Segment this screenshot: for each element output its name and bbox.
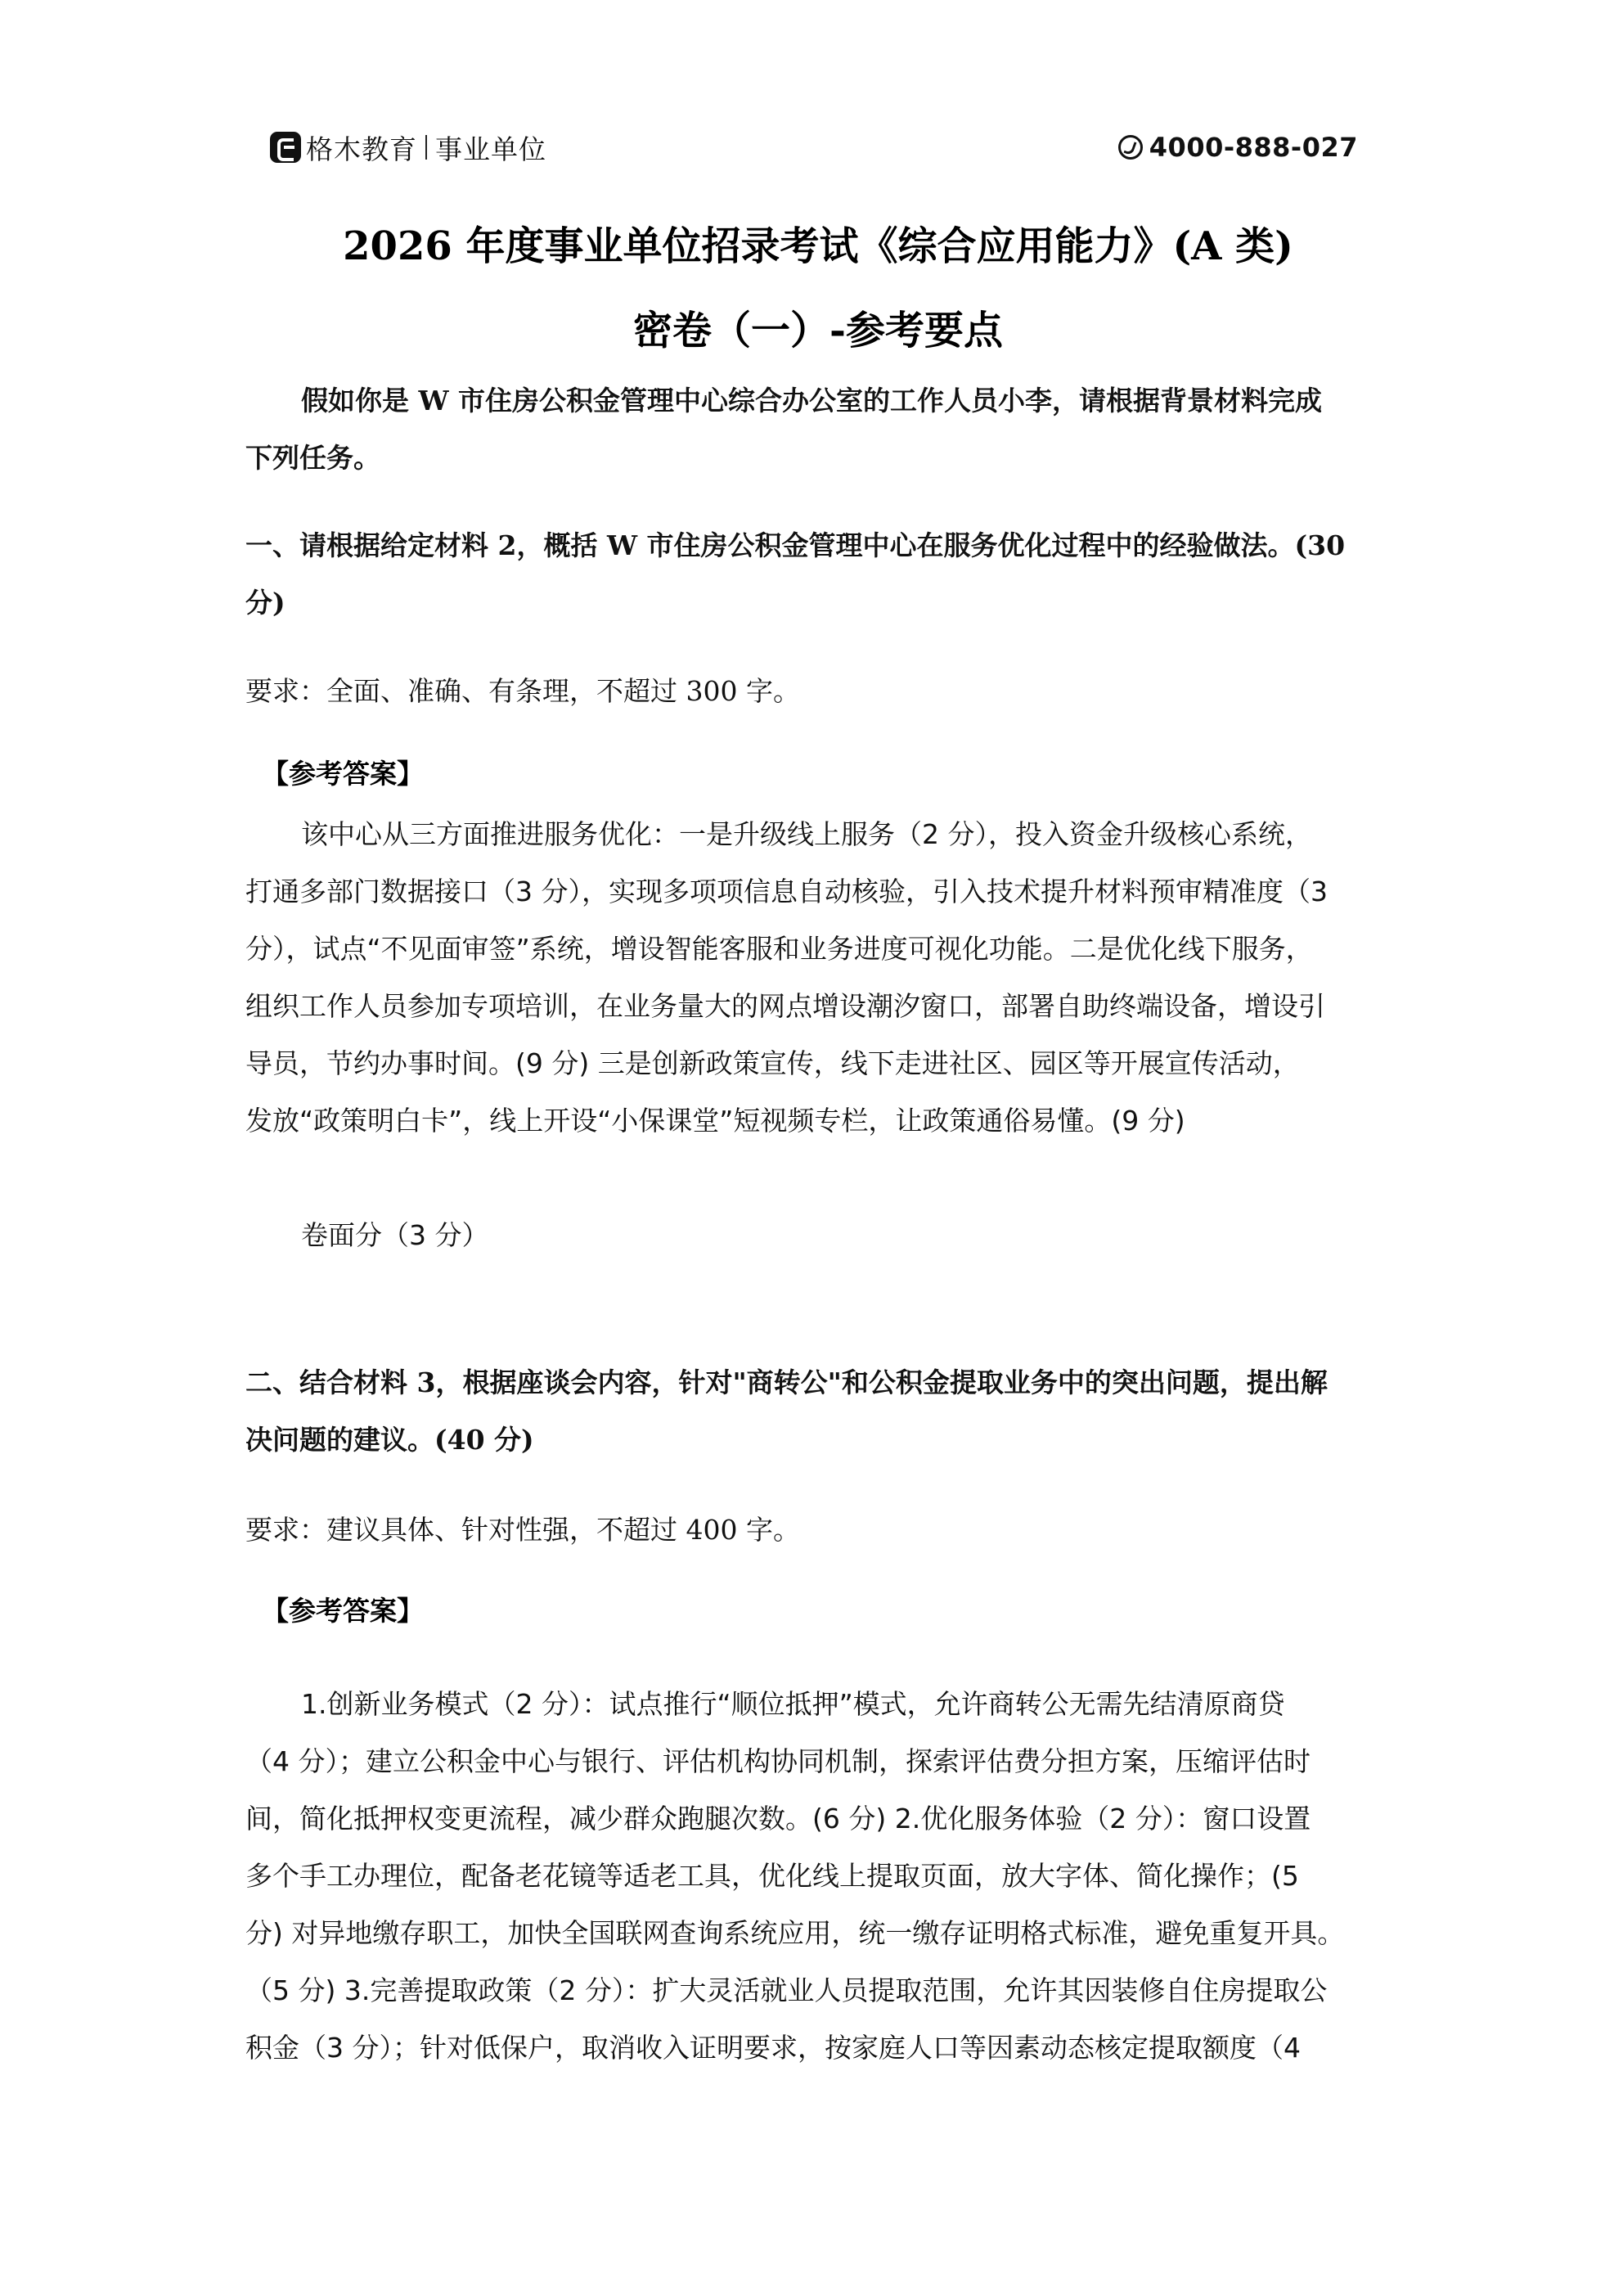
question-1-requirement (245, 663, 1391, 720)
hotline (1118, 129, 1358, 165)
answer-line: （5 分) 3.完善提取政策（2 分）：扩大灵活就业人员提取范围，允许其因装修自住房提取公 (245, 1974, 1328, 2006)
question-line: 一、请根据给定材料 2，概括 W 市住房公积金管理中心在服务优化过程中的经验做法。(30 (245, 529, 1346, 561)
answer-line: 发放“政策明白卡”，线上开设“小保课堂”短视频专栏，让政策通俗易懂。(9 分) (245, 1105, 1185, 1137)
answer-line: 导员，节约办事时间。(9 分) 三是创新政策宣传，线下走进社区、园区等开展宣传活动， (245, 1047, 1300, 1079)
brand-separator (425, 135, 427, 160)
question-2-requirement (245, 1501, 1391, 1559)
brand-name: 格木教育 (306, 133, 417, 165)
answer-line: 积金（3 分）；针对低保户，取消收入证明要求，按家庭人口等因素动态核定提取额度（4 (245, 2032, 1301, 2064)
answer-label: 【参考答案】 (262, 1595, 424, 1627)
document-subtitle: 密卷（一）-参考要点 (633, 308, 1003, 353)
intro-line: 假如你是 W 市住房公积金管理中心综合办公室的工作人员小李，请根据背景材料完成 (301, 385, 1323, 416)
presentation-score (245, 1207, 1391, 1264)
question-1-answer (245, 806, 1391, 1150)
question-line: 二、结合材料 3，根据座谈会内容，针对"商转公"和公积金提取业务中的突出问题，提出解 (245, 1366, 1328, 1398)
answer-line: 打通多部门数据接口（3 分），实现多项项信息自动核验，引入技术提升材料预审精准度（3 (245, 876, 1328, 907)
page-header (270, 129, 1358, 170)
answer-line: 分），试点“不见面审签”系统，增设智能客服和业务进度可视化功能。二是优化线下服务， (245, 933, 1313, 965)
question-line: 决问题的建议。(40 分) (245, 1424, 534, 1456)
intro-paragraph (245, 372, 1391, 487)
brand (270, 129, 546, 165)
intro-line: 下列任务。 (245, 442, 380, 474)
answer-line: 1.创新业务模式（2 分）：试点推行“顺位抵押”模式，允许商转公无需先结清原商贷 (301, 1688, 1285, 1720)
presentation-score-text: 卷面分（3 分） (301, 1219, 489, 1251)
answer-line: 间，简化抵押权变更流程，减少群众跑腿次数。(6 分) 2.优化服务体验（2 分）：窗口设置 (245, 1803, 1311, 1835)
question-1-prompt (245, 517, 1391, 632)
answer-line: 该中心从三方面推进服务优化：一是升级线上服务（2 分），投入资金升级核心系统， (301, 818, 1312, 850)
answer-line: 分) 对异地缴存职工，加快全国联网查询系统应用，统一缴存证明格式标准，避免重复开具。 (245, 1917, 1345, 1949)
phone-icon (1118, 135, 1143, 160)
phone-number: 4000-888-027 (1149, 132, 1358, 163)
document-title: 2026 年度事业单位招录考试《综合应用能力》(A 类) (343, 223, 1293, 269)
question-2-prompt (245, 1354, 1391, 1469)
answer-line: （4 分）；建立公积金中心与银行、评估机构协同机制，探索评估费分担方案，压缩评估时 (245, 1745, 1311, 1777)
answer-label: 【参考答案】 (262, 758, 424, 790)
question-2-answer (245, 1676, 1391, 2077)
requirement-text: 要求：建议具体、针对性强，不超过 400 字。 (245, 1514, 800, 1546)
gemu-logo-icon (270, 132, 301, 163)
answer-line: 多个手工办理位，配备老花镜等适老工具，优化线上提取页面，放大字体、简化操作；(5 (245, 1860, 1299, 1892)
answer-line: 组织工作人员参加专项培训，在业务量大的网点增设潮汐窗口，部署自助终端设备，增设引 (245, 990, 1325, 1022)
brand-division: 事业单位 (435, 133, 546, 165)
requirement-text: 要求：全面、准确、有条理，不超过 300 字。 (245, 675, 800, 707)
question-line: 分) (245, 587, 285, 619)
